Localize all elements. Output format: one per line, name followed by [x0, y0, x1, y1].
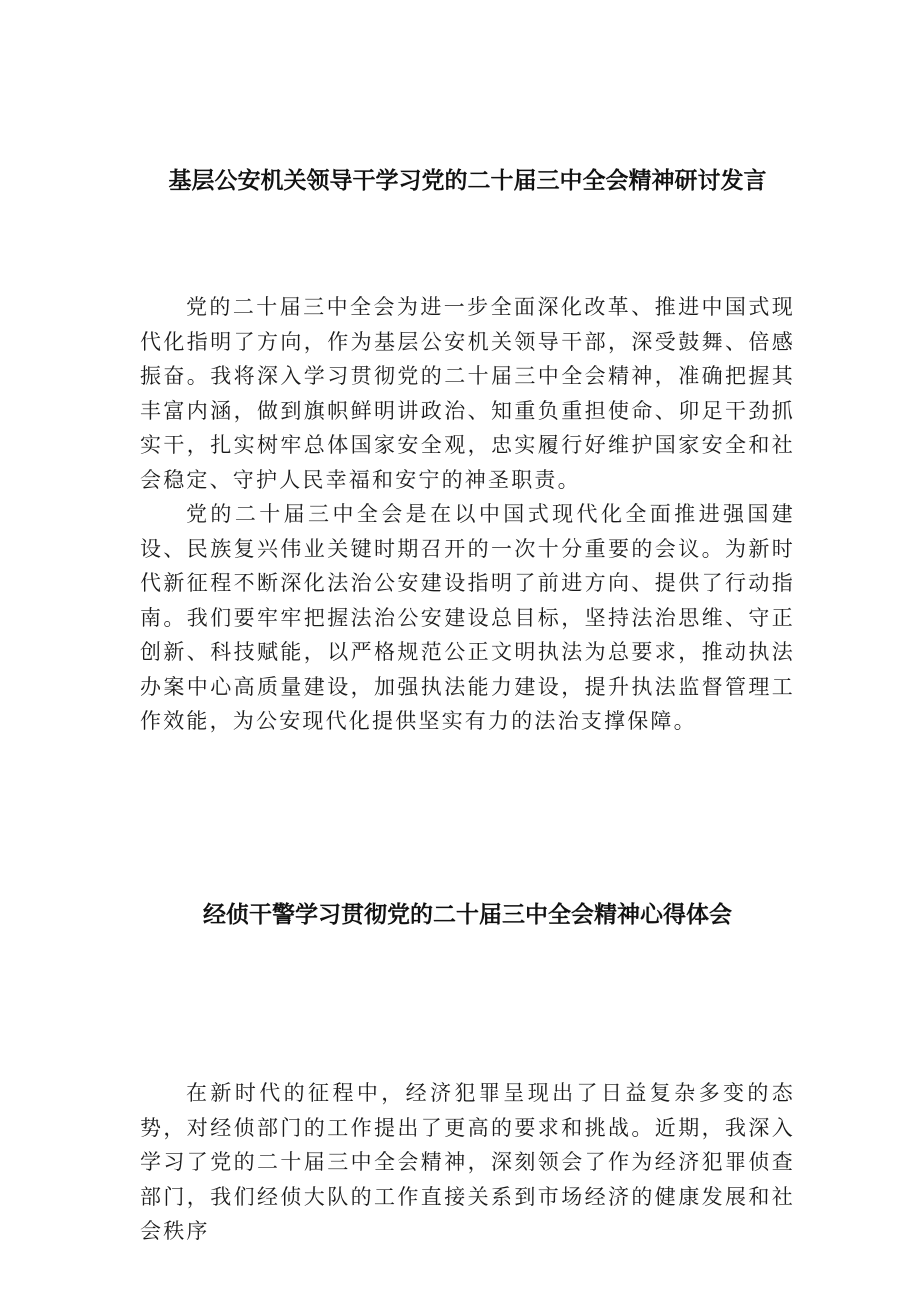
paragraph: 党的二十届三中全会是在以中国式现代化全面推进强国建设、民族复兴伟业关键时期召开的一次十分重要的会议。为新时代新征程不断深化法治公安建设指明了前进方向、提供了行动指南。我们要牢牢把握法治公安建设总目标，坚持法治思维、守正创新、科技赋能，以严格规范公正文明执法为总要求，推动执法办案中心高质量建设，加强执法能力建设，提升执法监督管理工作效能，为公安现代化提供坚实有力的法治支撑保障。	[140, 502, 795, 733]
paragraph: 党的二十届三中全会为进一步全面深化改革、推进中国式现代化指明了方向，作为基层公安机关领导干部，深受鼓舞、倍感振奋。我将深入学习贯彻党的二十届三中全会精神，准确把握其丰富内涵，做到旗帜鲜明讲政治、知重负重担使命、卯足干劲抓实干，扎实树牢总体国家安全观，忠实履行好维护国家安全和社会稳定、守护人民幸福和安宁的神圣职责。	[140, 295, 795, 492]
document-title-1: 基层公安机关领导干学习党的二十届三中全会精神研讨发言	[168, 168, 767, 194]
document-body-1	[140, 290, 795, 739]
document-title-2: 经侦干警学习贯彻党的二十届三中全会精神心得体会	[203, 902, 732, 928]
document-body-2	[140, 1076, 795, 1249]
paragraph: 在新时代的征程中，经济犯罪呈现出了日益复杂多变的态势，对经侦部门的工作提出了更高的要求和挑战。近期，我深入学习了党的二十届三中全会精神，深刻领会了作为经济犯罪侦查部门，我们经侦大队的工作直接关系到市场经济的健康发展和社会秩序	[140, 1081, 795, 1243]
